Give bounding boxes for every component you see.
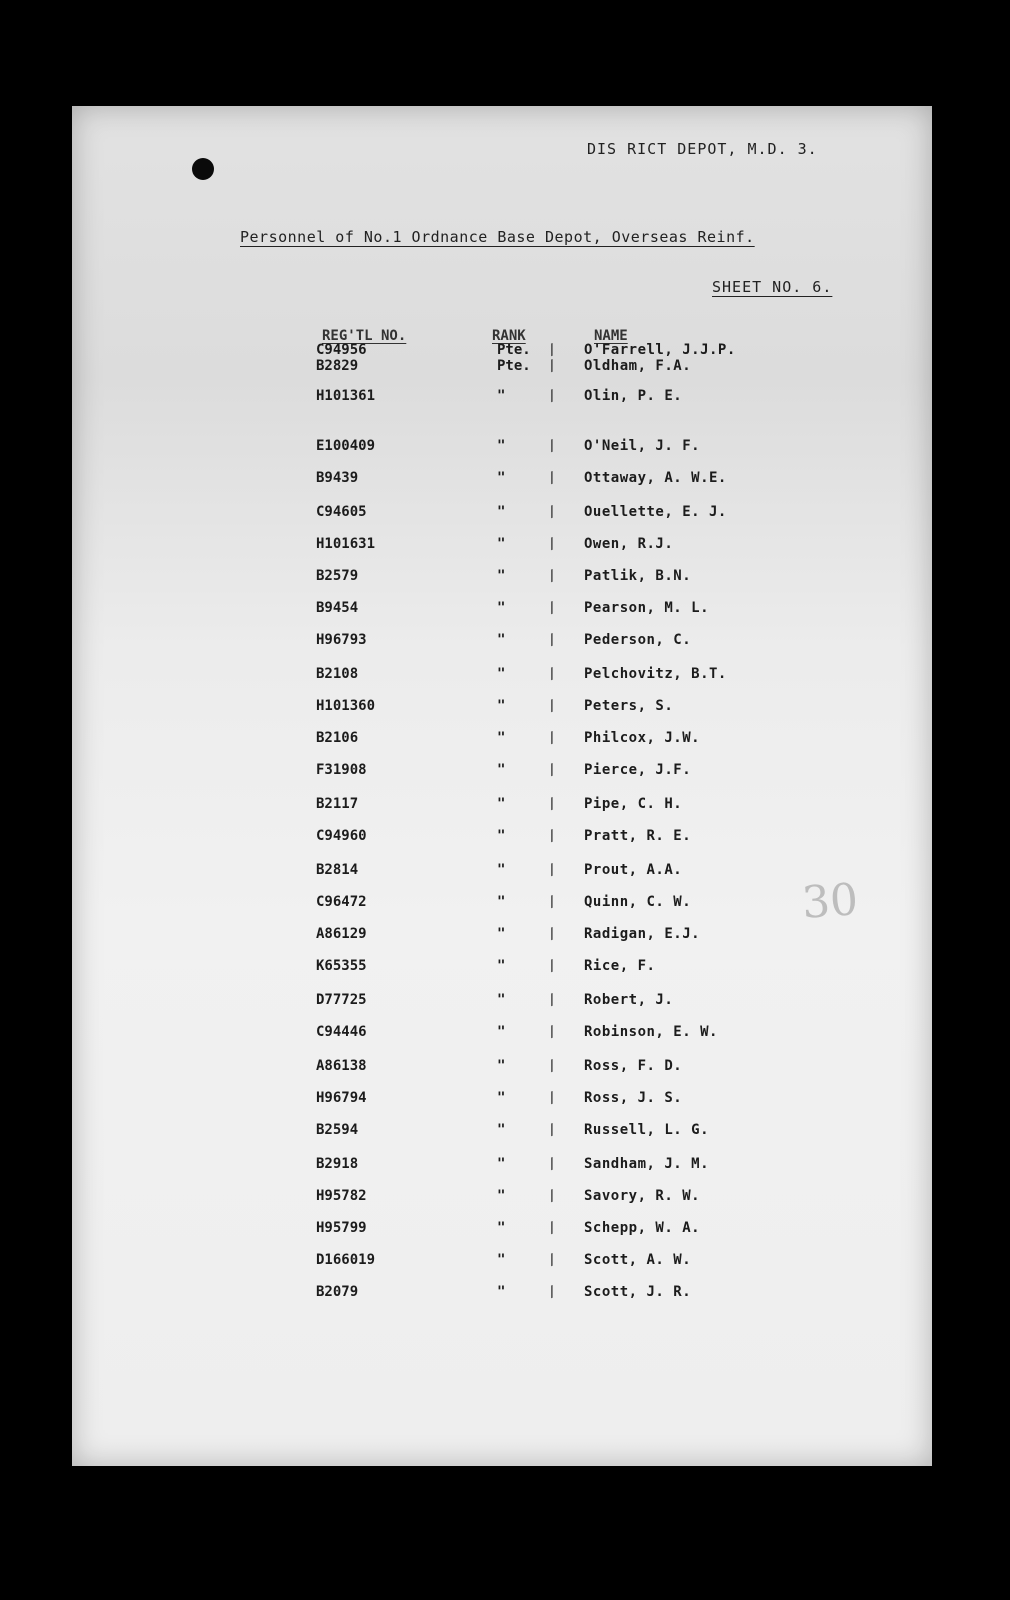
reg-number: H95799 xyxy=(316,1220,367,1236)
personnel-row xyxy=(72,568,932,588)
rank: " xyxy=(497,1090,506,1106)
punch-hole xyxy=(192,158,214,180)
rank: " xyxy=(497,536,506,552)
column-header-name: NAME xyxy=(594,328,628,344)
personnel-row xyxy=(72,1252,932,1272)
reg-number: F31908 xyxy=(316,762,367,778)
rank: " xyxy=(497,926,506,942)
personnel-row xyxy=(72,1188,932,1208)
personnel-row xyxy=(72,958,932,978)
document-title: Personnel of No.1 Ordnance Base Depot, Overseas Reinf. xyxy=(240,228,755,246)
reg-number: B2579 xyxy=(316,568,359,584)
personnel-row xyxy=(72,992,932,1012)
reg-number: H95782 xyxy=(316,1188,367,1204)
person-name: Peters, S. xyxy=(584,698,674,714)
reg-number: C94960 xyxy=(316,828,367,844)
person-name: Savory, R. W. xyxy=(584,1188,701,1204)
rank: " xyxy=(497,992,506,1008)
person-name: Schepp, W. A. xyxy=(584,1220,701,1236)
person-name: Ross, J. S. xyxy=(584,1090,683,1106)
personnel-row xyxy=(72,666,932,686)
personnel-row xyxy=(72,1156,932,1176)
personnel-row xyxy=(72,1090,932,1110)
check-mark: / xyxy=(545,1120,560,1140)
rank: " xyxy=(497,666,506,682)
reg-number: B9439 xyxy=(316,470,359,486)
reg-number: E100409 xyxy=(316,438,376,454)
rank: " xyxy=(497,438,506,454)
rank: " xyxy=(497,568,506,584)
check-mark: / xyxy=(545,436,560,456)
person-name: Pelchovitz, B.T. xyxy=(584,666,727,682)
personnel-row xyxy=(72,828,932,848)
check-mark: / xyxy=(545,1218,560,1238)
person-name: Ross, F. D. xyxy=(584,1058,683,1074)
rank: " xyxy=(497,828,506,844)
personnel-row xyxy=(72,1024,932,1044)
reg-number: C94956 xyxy=(316,342,367,358)
rank: " xyxy=(497,1122,506,1138)
check-mark: / xyxy=(545,468,560,488)
personnel-row xyxy=(72,1220,932,1240)
person-name: Olin, P. E. xyxy=(584,388,683,404)
reg-number: C94605 xyxy=(316,504,367,520)
person-name: Pierce, J.F. xyxy=(584,762,692,778)
reg-number: C94446 xyxy=(316,1024,367,1040)
person-name: Ouellette, E. J. xyxy=(584,504,727,520)
rank: " xyxy=(497,1220,506,1236)
person-name: Philcox, J.W. xyxy=(584,730,701,746)
check-mark: / xyxy=(545,760,560,780)
person-name: Pipe, C. H. xyxy=(584,796,683,812)
person-name: Scott, J. R. xyxy=(584,1284,692,1300)
person-name: Prout, A.A. xyxy=(584,862,683,878)
check-mark: / xyxy=(545,664,560,684)
reg-number: D77725 xyxy=(316,992,367,1008)
reg-number: A86129 xyxy=(316,926,367,942)
column-header-reg-no: REG'TL NO. xyxy=(322,328,407,344)
reg-number: B2594 xyxy=(316,1122,359,1138)
check-mark: / xyxy=(545,1056,560,1076)
check-mark: / xyxy=(545,598,560,618)
check-mark: / xyxy=(545,696,560,716)
personnel-row xyxy=(72,1122,932,1142)
check-mark: / xyxy=(545,956,560,976)
person-name: Owen, R.J. xyxy=(584,536,674,552)
reg-number: H96793 xyxy=(316,632,367,648)
document-page xyxy=(72,106,932,1466)
rank: " xyxy=(497,504,506,520)
person-name: Robinson, E. W. xyxy=(584,1024,718,1040)
rank: " xyxy=(497,1252,506,1268)
person-name: Pearson, M. L. xyxy=(584,600,710,616)
rank: Pte. xyxy=(497,342,531,358)
reg-number: B9454 xyxy=(316,600,359,616)
personnel-row xyxy=(72,600,932,620)
rank: " xyxy=(497,1284,506,1300)
person-name: O'Farrell, J.J.P. xyxy=(584,342,736,358)
check-mark: / xyxy=(545,566,560,586)
rank: " xyxy=(497,762,506,778)
rank: " xyxy=(497,1156,506,1172)
personnel-row xyxy=(72,388,932,408)
rank: " xyxy=(497,730,506,746)
person-name: Robert, J. xyxy=(584,992,674,1008)
reg-number: B2108 xyxy=(316,666,359,682)
reg-number: H96794 xyxy=(316,1090,367,1106)
check-mark: / xyxy=(545,386,560,406)
check-mark: / xyxy=(545,728,560,748)
rank: " xyxy=(497,388,506,404)
person-name: Quinn, C. W. xyxy=(584,894,692,910)
personnel-row xyxy=(72,358,932,378)
person-name: Pratt, R. E. xyxy=(584,828,692,844)
margin-pencil-note: 30 xyxy=(800,874,860,929)
person-name: Radigan, E.J. xyxy=(584,926,701,942)
person-name: Rice, F. xyxy=(584,958,656,974)
rank: " xyxy=(497,600,506,616)
column-header-rank: RANK xyxy=(492,328,526,344)
rank: " xyxy=(497,698,506,714)
rank: " xyxy=(497,1024,506,1040)
personnel-row xyxy=(72,698,932,718)
rank: " xyxy=(497,470,506,486)
reg-number: A86138 xyxy=(316,1058,367,1074)
check-mark: / xyxy=(545,1022,560,1042)
rank: " xyxy=(497,796,506,812)
check-mark: / xyxy=(545,1088,560,1108)
person-name: Patlik, B.N. xyxy=(584,568,692,584)
check-mark: / xyxy=(545,1186,560,1206)
check-mark: / xyxy=(545,630,560,650)
rank: Pte. xyxy=(497,358,531,374)
check-mark: / xyxy=(545,794,560,814)
check-mark: / xyxy=(545,502,560,522)
person-name: Pederson, C. xyxy=(584,632,692,648)
person-name: Oldham, F.A. xyxy=(584,358,692,374)
personnel-row xyxy=(72,470,932,490)
personnel-row xyxy=(72,926,932,946)
reg-number: H101631 xyxy=(316,536,376,552)
personnel-row xyxy=(72,536,932,556)
reg-number: B2117 xyxy=(316,796,359,812)
personnel-row xyxy=(72,504,932,524)
check-mark: / xyxy=(545,924,560,944)
person-name: O'Neil, J. F. xyxy=(584,438,701,454)
check-mark: / xyxy=(545,860,560,880)
reg-number: B2814 xyxy=(316,862,359,878)
reg-number: B2079 xyxy=(316,1284,359,1300)
rank: " xyxy=(497,958,506,974)
check-mark: / xyxy=(545,990,560,1010)
personnel-row xyxy=(72,796,932,816)
check-mark: / xyxy=(545,340,560,360)
reg-number: D166019 xyxy=(316,1252,376,1268)
check-mark: / xyxy=(545,534,560,554)
check-mark: / xyxy=(545,1250,560,1270)
reg-number: H101360 xyxy=(316,698,376,714)
person-name: Ottaway, A. W.E. xyxy=(584,470,727,486)
personnel-row xyxy=(72,1058,932,1078)
rank: " xyxy=(497,1188,506,1204)
check-mark: / xyxy=(545,356,560,376)
reg-number: B2106 xyxy=(316,730,359,746)
reg-number: B2918 xyxy=(316,1156,359,1172)
rank: " xyxy=(497,632,506,648)
reg-number: K65355 xyxy=(316,958,367,974)
person-name: Scott, A. W. xyxy=(584,1252,692,1268)
check-mark: / xyxy=(545,892,560,912)
personnel-row xyxy=(72,1284,932,1304)
person-name: Russell, L. G. xyxy=(584,1122,710,1138)
check-mark: / xyxy=(545,1154,560,1174)
personnel-row xyxy=(72,730,932,750)
reg-number: H101361 xyxy=(316,388,376,404)
rank: " xyxy=(497,1058,506,1074)
personnel-row xyxy=(72,632,932,652)
reg-number: B2829 xyxy=(316,358,359,374)
person-name: Sandham, J. M. xyxy=(584,1156,710,1172)
personnel-row xyxy=(72,762,932,782)
check-mark: / xyxy=(545,1282,560,1302)
rank: " xyxy=(497,894,506,910)
personnel-row xyxy=(72,438,932,458)
sheet-number: SHEET NO. 6. xyxy=(712,278,833,296)
check-mark: / xyxy=(545,826,560,846)
depot-heading: DIS RICT DEPOT, M.D. 3. xyxy=(587,140,818,158)
reg-number: C96472 xyxy=(316,894,367,910)
rank: " xyxy=(497,862,506,878)
